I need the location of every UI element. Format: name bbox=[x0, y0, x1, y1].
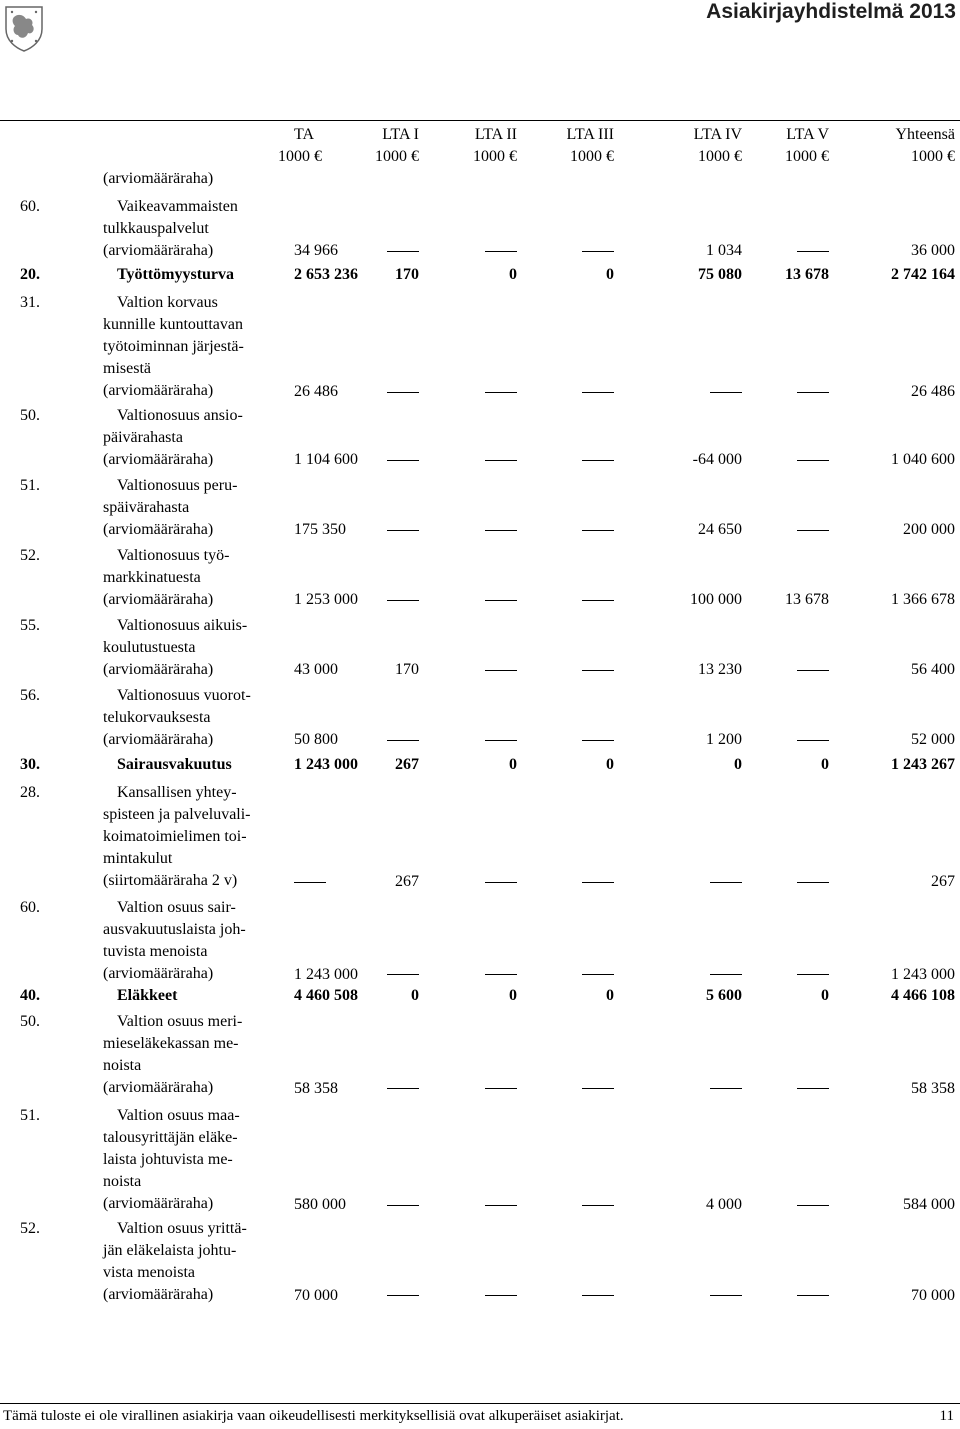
row-description-line: noista bbox=[103, 1173, 142, 1190]
empty-value-dash bbox=[797, 392, 829, 393]
value-cell-col-4 bbox=[582, 449, 614, 471]
value-cell-col-4 bbox=[582, 1078, 614, 1100]
value-cell-col-5: 4 000 bbox=[706, 1195, 742, 1213]
row-description-line: Valtionosuus aikuis- bbox=[117, 617, 248, 634]
column-header-2 bbox=[375, 124, 419, 168]
row-description-line: (arviomääräraha) bbox=[103, 1195, 214, 1212]
value-cell-col-1: 1 243 000 bbox=[294, 965, 358, 983]
value-cell-col-4 bbox=[582, 729, 614, 751]
value-cell-col-3 bbox=[485, 449, 517, 471]
empty-value-dash bbox=[387, 460, 419, 461]
value-cell-col-3 bbox=[485, 871, 517, 893]
empty-value-dash bbox=[485, 1205, 517, 1206]
value-cell-col-4 bbox=[582, 871, 614, 893]
empty-value-dash bbox=[294, 882, 326, 883]
value-cell-col-1: 1 243 000 bbox=[294, 756, 358, 773]
row-description-line: Valtion osuus sair- bbox=[117, 899, 236, 916]
row-description-line: (arviomääräraha) bbox=[103, 170, 214, 187]
row-description-line: (arviomääräraha) bbox=[103, 382, 214, 399]
empty-value-dash bbox=[485, 251, 517, 252]
value-cell-col-4 bbox=[582, 964, 614, 986]
value-cell-col-1: 70 000 bbox=[294, 1286, 338, 1304]
empty-value-dash bbox=[797, 251, 829, 252]
value-cell-col-5: 1 034 bbox=[706, 242, 742, 260]
empty-value-dash bbox=[797, 1205, 829, 1206]
empty-value-dash bbox=[797, 1088, 829, 1089]
row-description bbox=[103, 264, 293, 286]
row-description-line: vista menoista bbox=[103, 1264, 195, 1281]
value-cell-col-5: -64 000 bbox=[692, 451, 742, 469]
value-cell-col-7: 1 243 267 bbox=[891, 756, 955, 773]
empty-value-dash bbox=[797, 460, 829, 461]
value-cell-col-7: 36 000 bbox=[911, 242, 955, 260]
row-description bbox=[103, 754, 293, 776]
value-cell-col-5: 0 bbox=[734, 756, 742, 773]
row-description-line: Vaikeavammaisten bbox=[117, 198, 238, 215]
row-description bbox=[103, 292, 293, 402]
value-cell-col-3 bbox=[485, 519, 517, 541]
row-number: 56. bbox=[20, 687, 40, 704]
empty-value-dash bbox=[387, 530, 419, 531]
value-cell-col-1: 175 350 bbox=[294, 521, 346, 539]
value-cell-col-6: 13 678 bbox=[785, 591, 829, 609]
row-description-line: Valtion osuus maa- bbox=[117, 1107, 240, 1124]
row-number: 52. bbox=[20, 547, 40, 564]
column-header-6 bbox=[785, 124, 829, 168]
empty-value-dash bbox=[387, 1205, 419, 1206]
value-cell-col-6 bbox=[797, 240, 829, 262]
empty-value-dash bbox=[582, 600, 614, 601]
empty-value-dash bbox=[485, 600, 517, 601]
value-cell-col-2 bbox=[387, 589, 419, 611]
row-description-line: telukorvauksesta bbox=[103, 709, 211, 726]
value-cell-col-2 bbox=[387, 1285, 419, 1307]
row-description bbox=[103, 985, 293, 1007]
empty-value-dash bbox=[582, 392, 614, 393]
empty-value-dash bbox=[582, 1295, 614, 1296]
column-header-unit: 1000 € bbox=[911, 148, 955, 165]
value-cell-col-6 bbox=[797, 1285, 829, 1307]
row-description bbox=[103, 782, 293, 892]
value-cell-col-6 bbox=[797, 381, 829, 403]
footer-note: Tämä tuloste ei ole virallinen asiakirja vaan oikeudellisesti merkityksellisiä ovat alkuperäiset asiakirjat. bbox=[3, 1408, 624, 1424]
row-description-line: Valtionosuus työ- bbox=[117, 547, 230, 564]
value-cell-col-7: 1 366 678 bbox=[891, 591, 955, 609]
value-cell-col-5 bbox=[710, 381, 742, 403]
value-cell-col-4 bbox=[582, 589, 614, 611]
value-cell-col-2: 0 bbox=[411, 987, 419, 1004]
column-header-label: Yhteensä bbox=[895, 126, 955, 143]
column-header-label: LTA II bbox=[474, 126, 517, 143]
empty-value-dash bbox=[710, 1295, 742, 1296]
row-description-line: mieseläkekassan me- bbox=[103, 1035, 239, 1052]
row-number: 50. bbox=[20, 1013, 40, 1030]
empty-value-dash bbox=[387, 974, 419, 975]
value-cell-col-1: 1 253 000 bbox=[294, 591, 358, 609]
empty-value-dash bbox=[582, 1088, 614, 1089]
empty-value-dash bbox=[485, 882, 517, 883]
row-description-line: (arviomääräraha) bbox=[103, 451, 214, 468]
value-cell-col-6 bbox=[797, 1078, 829, 1100]
value-cell-col-2 bbox=[387, 964, 419, 986]
value-cell-col-3 bbox=[485, 1194, 517, 1216]
empty-value-dash bbox=[582, 251, 614, 252]
value-cell-col-6: 0 bbox=[821, 756, 829, 773]
value-cell-col-7: 26 486 bbox=[911, 382, 955, 400]
value-cell-col-2: 267 bbox=[395, 872, 419, 890]
page-number: 11 bbox=[939, 1408, 954, 1424]
value-cell-col-3 bbox=[485, 1285, 517, 1307]
value-cell-col-6 bbox=[797, 1194, 829, 1216]
row-description-line: tuvista menoista bbox=[103, 943, 208, 960]
value-cell-col-7: 584 000 bbox=[903, 1195, 955, 1213]
value-cell-col-2: 170 bbox=[395, 266, 419, 283]
column-header-label: TA bbox=[294, 126, 315, 143]
row-description bbox=[103, 196, 293, 262]
empty-value-dash bbox=[710, 974, 742, 975]
value-cell-col-6 bbox=[797, 729, 829, 751]
value-cell-col-4 bbox=[582, 519, 614, 541]
value-cell-col-6 bbox=[797, 659, 829, 681]
value-cell-col-2 bbox=[387, 381, 419, 403]
value-cell-col-2 bbox=[387, 240, 419, 262]
column-header-unit: 1000 € bbox=[570, 148, 614, 165]
value-cell-col-5 bbox=[710, 964, 742, 986]
row-number: 20. bbox=[20, 266, 40, 283]
row-number: 51. bbox=[20, 1107, 40, 1124]
row-description-line: (arviomääräraha) bbox=[103, 731, 214, 748]
empty-value-dash bbox=[485, 1295, 517, 1296]
empty-value-dash bbox=[582, 670, 614, 671]
value-cell-col-5 bbox=[710, 1078, 742, 1100]
row-number: 40. bbox=[20, 987, 40, 1004]
value-cell-col-5: 100 000 bbox=[690, 591, 742, 609]
row-description-line: Valtionosuus ansio- bbox=[117, 407, 243, 424]
empty-value-dash bbox=[485, 460, 517, 461]
empty-value-dash bbox=[797, 740, 829, 741]
value-cell-col-3 bbox=[485, 964, 517, 986]
value-cell-col-6 bbox=[797, 519, 829, 541]
value-cell-col-3: 0 bbox=[509, 266, 517, 283]
value-cell-col-2 bbox=[387, 449, 419, 471]
column-header-unit: 1000 € bbox=[698, 148, 742, 165]
value-cell-col-5: 24 650 bbox=[698, 521, 742, 539]
value-cell-col-2: 267 bbox=[395, 756, 419, 773]
value-cell-col-6 bbox=[797, 449, 829, 471]
value-cell-col-7: 1 040 600 bbox=[891, 451, 955, 469]
row-description-line: päivärahasta bbox=[103, 429, 183, 446]
value-cell-col-4 bbox=[582, 1285, 614, 1307]
row-description-line: Valtion osuus meri- bbox=[117, 1013, 243, 1030]
value-cell-col-2: 170 bbox=[395, 661, 419, 679]
row-description-line: Työttömyysturva bbox=[117, 266, 235, 283]
value-cell-col-4: 0 bbox=[606, 987, 614, 1004]
column-header-7 bbox=[895, 124, 955, 168]
empty-value-dash bbox=[387, 392, 419, 393]
empty-value-dash bbox=[710, 882, 742, 883]
column-header-unit: 1000 € bbox=[375, 148, 419, 165]
value-cell-col-4 bbox=[582, 240, 614, 262]
empty-value-dash bbox=[582, 530, 614, 531]
empty-value-dash bbox=[582, 882, 614, 883]
empty-value-dash bbox=[485, 974, 517, 975]
empty-value-dash bbox=[582, 740, 614, 741]
row-description bbox=[103, 615, 293, 681]
row-description-line: markkinatuesta bbox=[103, 569, 201, 586]
value-cell-col-5: 13 230 bbox=[698, 661, 742, 679]
column-header-3 bbox=[473, 124, 517, 168]
value-cell-col-7: 52 000 bbox=[911, 731, 955, 749]
row-description bbox=[103, 897, 293, 985]
value-cell-col-1: 2 653 236 bbox=[294, 266, 358, 283]
row-description-line: (arviomääräraha) bbox=[103, 242, 214, 259]
value-cell-col-3: 0 bbox=[509, 756, 517, 773]
value-cell-col-2 bbox=[387, 519, 419, 541]
row-number: 31. bbox=[20, 294, 40, 311]
row-description-line: spisteen ja palveluvali- bbox=[103, 806, 251, 823]
row-description-line: ausvakuutuslaista joh- bbox=[103, 921, 246, 938]
value-cell-col-4: 0 bbox=[606, 756, 614, 773]
column-header-label: LTA IV bbox=[693, 126, 742, 143]
row-description-line: koulutustuesta bbox=[103, 639, 196, 656]
column-header-label: LTA V bbox=[786, 126, 829, 143]
row-description-line: (siirtomääräraha 2 v) bbox=[103, 872, 238, 889]
row-description-line: tulkkauspalvelut bbox=[103, 220, 209, 237]
empty-value-dash bbox=[485, 740, 517, 741]
value-cell-col-1: 580 000 bbox=[294, 1195, 346, 1213]
value-cell-col-4 bbox=[582, 381, 614, 403]
empty-value-dash bbox=[582, 460, 614, 461]
row-description-line: (arviomääräraha) bbox=[103, 521, 214, 538]
row-number: 60. bbox=[20, 198, 40, 215]
value-cell-col-1: 34 966 bbox=[294, 242, 338, 260]
column-header-label: LTA III bbox=[566, 126, 614, 143]
value-cell-col-3 bbox=[485, 240, 517, 262]
empty-value-dash bbox=[797, 974, 829, 975]
value-cell-col-5: 5 600 bbox=[706, 987, 742, 1004]
row-description bbox=[103, 405, 293, 471]
row-description-line: (arviomääräraha) bbox=[103, 1079, 214, 1096]
row-description bbox=[103, 1218, 293, 1306]
row-description-line: (arviomääräraha) bbox=[103, 1286, 214, 1303]
value-cell-col-4 bbox=[582, 659, 614, 681]
row-description-line: kunnille kuntouttavan bbox=[103, 316, 243, 333]
value-cell-col-5 bbox=[710, 871, 742, 893]
row-description-line: laista johtuvista me- bbox=[103, 1151, 233, 1168]
row-number: 60. bbox=[20, 899, 40, 916]
value-cell-col-7: 1 243 000 bbox=[891, 965, 955, 983]
value-cell-col-3 bbox=[485, 381, 517, 403]
row-description-line: Kansallisen yhtey- bbox=[117, 784, 237, 801]
empty-value-dash bbox=[387, 1088, 419, 1089]
row-description-line: Valtion korvaus bbox=[117, 294, 218, 311]
footer-divider bbox=[0, 1403, 960, 1404]
value-cell-col-5: 1 200 bbox=[706, 731, 742, 749]
row-description-line: Valtionosuus peru- bbox=[117, 477, 238, 494]
empty-value-dash bbox=[485, 530, 517, 531]
column-header-4 bbox=[567, 124, 614, 168]
row-number: 50. bbox=[20, 407, 40, 424]
row-description bbox=[103, 1105, 293, 1215]
value-cell-col-7: 58 358 bbox=[911, 1079, 955, 1097]
empty-value-dash bbox=[797, 670, 829, 671]
empty-value-dash bbox=[387, 600, 419, 601]
empty-value-dash bbox=[582, 974, 614, 975]
value-cell-col-1: 43 000 bbox=[294, 661, 338, 679]
column-header-label: LTA I bbox=[382, 126, 419, 143]
empty-value-dash bbox=[710, 1088, 742, 1089]
empty-value-dash bbox=[387, 1295, 419, 1296]
value-cell-col-1: 50 800 bbox=[294, 731, 338, 749]
row-description-line: Eläkkeet bbox=[117, 987, 178, 1004]
value-cell-col-6: 0 bbox=[821, 987, 829, 1004]
value-cell-col-7: 200 000 bbox=[903, 521, 955, 539]
row-description-line: Valtion osuus yrittä- bbox=[117, 1220, 247, 1237]
row-number: 51. bbox=[20, 477, 40, 494]
document-title: Asiakirjayhdistelmä 2013 bbox=[706, 0, 956, 23]
empty-value-dash bbox=[582, 1205, 614, 1206]
empty-value-dash bbox=[797, 530, 829, 531]
value-cell-col-3 bbox=[485, 589, 517, 611]
coat-of-arms-logo bbox=[2, 3, 46, 53]
empty-value-dash bbox=[387, 740, 419, 741]
column-header-unit: 1000 € bbox=[785, 148, 829, 165]
row-description-line: Sairausvakuutus bbox=[117, 756, 232, 773]
row-description-line: (arviomääräraha) bbox=[103, 661, 214, 678]
empty-value-dash bbox=[485, 392, 517, 393]
value-cell-col-6 bbox=[797, 964, 829, 986]
value-cell-col-4 bbox=[582, 1194, 614, 1216]
column-header-unit: 1000 € bbox=[473, 148, 517, 165]
value-cell-col-2 bbox=[387, 729, 419, 751]
value-cell-col-1: 4 460 508 bbox=[294, 987, 358, 1004]
value-cell-col-2 bbox=[387, 1194, 419, 1216]
value-cell-col-1: 1 104 600 bbox=[294, 451, 358, 469]
header-divider bbox=[0, 120, 960, 121]
row-description-line: späivärahasta bbox=[103, 499, 190, 516]
value-cell-col-3: 0 bbox=[509, 987, 517, 1004]
value-cell-col-7: 70 000 bbox=[911, 1286, 955, 1304]
value-cell-col-4: 0 bbox=[606, 266, 614, 283]
value-cell-col-1 bbox=[294, 871, 326, 893]
value-cell-col-6: 13 678 bbox=[785, 266, 829, 283]
row-description-line: (arviomääräraha) bbox=[103, 591, 214, 608]
value-cell-col-3 bbox=[485, 729, 517, 751]
value-cell-col-1: 58 358 bbox=[294, 1079, 338, 1097]
empty-value-dash bbox=[387, 251, 419, 252]
value-cell-col-5 bbox=[710, 1285, 742, 1307]
empty-value-dash bbox=[710, 392, 742, 393]
row-description-line: mintakulut bbox=[103, 850, 173, 867]
row-description-line: Valtionosuus vuorot- bbox=[117, 687, 251, 704]
row-description-line: (arviomääräraha) bbox=[103, 965, 214, 982]
row-description-line: jän eläkelaista johtu- bbox=[103, 1242, 237, 1259]
row-number: 28. bbox=[20, 784, 40, 801]
row-description bbox=[103, 168, 293, 190]
row-description bbox=[103, 545, 293, 611]
value-cell-col-6 bbox=[797, 871, 829, 893]
empty-value-dash bbox=[485, 1088, 517, 1089]
column-header-unit: 1000 € bbox=[278, 148, 322, 165]
empty-value-dash bbox=[485, 670, 517, 671]
row-description bbox=[103, 475, 293, 541]
column-header-1 bbox=[278, 124, 322, 168]
row-description-line: noista bbox=[103, 1057, 142, 1074]
value-cell-col-3 bbox=[485, 1078, 517, 1100]
value-cell-col-7: 56 400 bbox=[911, 661, 955, 679]
value-cell-col-5: 75 080 bbox=[698, 266, 742, 283]
row-number: 52. bbox=[20, 1220, 40, 1237]
empty-value-dash bbox=[797, 1295, 829, 1296]
row-number: 30. bbox=[20, 756, 40, 773]
row-description-line: misestä bbox=[103, 360, 151, 377]
row-description bbox=[103, 685, 293, 751]
row-number: 55. bbox=[20, 617, 40, 634]
row-description-line: koimatoimielimen toi- bbox=[103, 828, 247, 845]
value-cell-col-7: 267 bbox=[931, 872, 955, 890]
empty-value-dash bbox=[797, 882, 829, 883]
row-description bbox=[103, 1011, 293, 1099]
column-header-5 bbox=[694, 124, 742, 168]
row-description-line: työtoiminnan järjestä- bbox=[103, 338, 244, 355]
row-description-line: talousyrittäjän eläke- bbox=[103, 1129, 238, 1146]
value-cell-col-1: 26 486 bbox=[294, 382, 338, 400]
value-cell-col-7: 2 742 164 bbox=[891, 266, 955, 283]
value-cell-col-3 bbox=[485, 659, 517, 681]
value-cell-col-7: 4 466 108 bbox=[891, 987, 955, 1004]
value-cell-col-2 bbox=[387, 1078, 419, 1100]
